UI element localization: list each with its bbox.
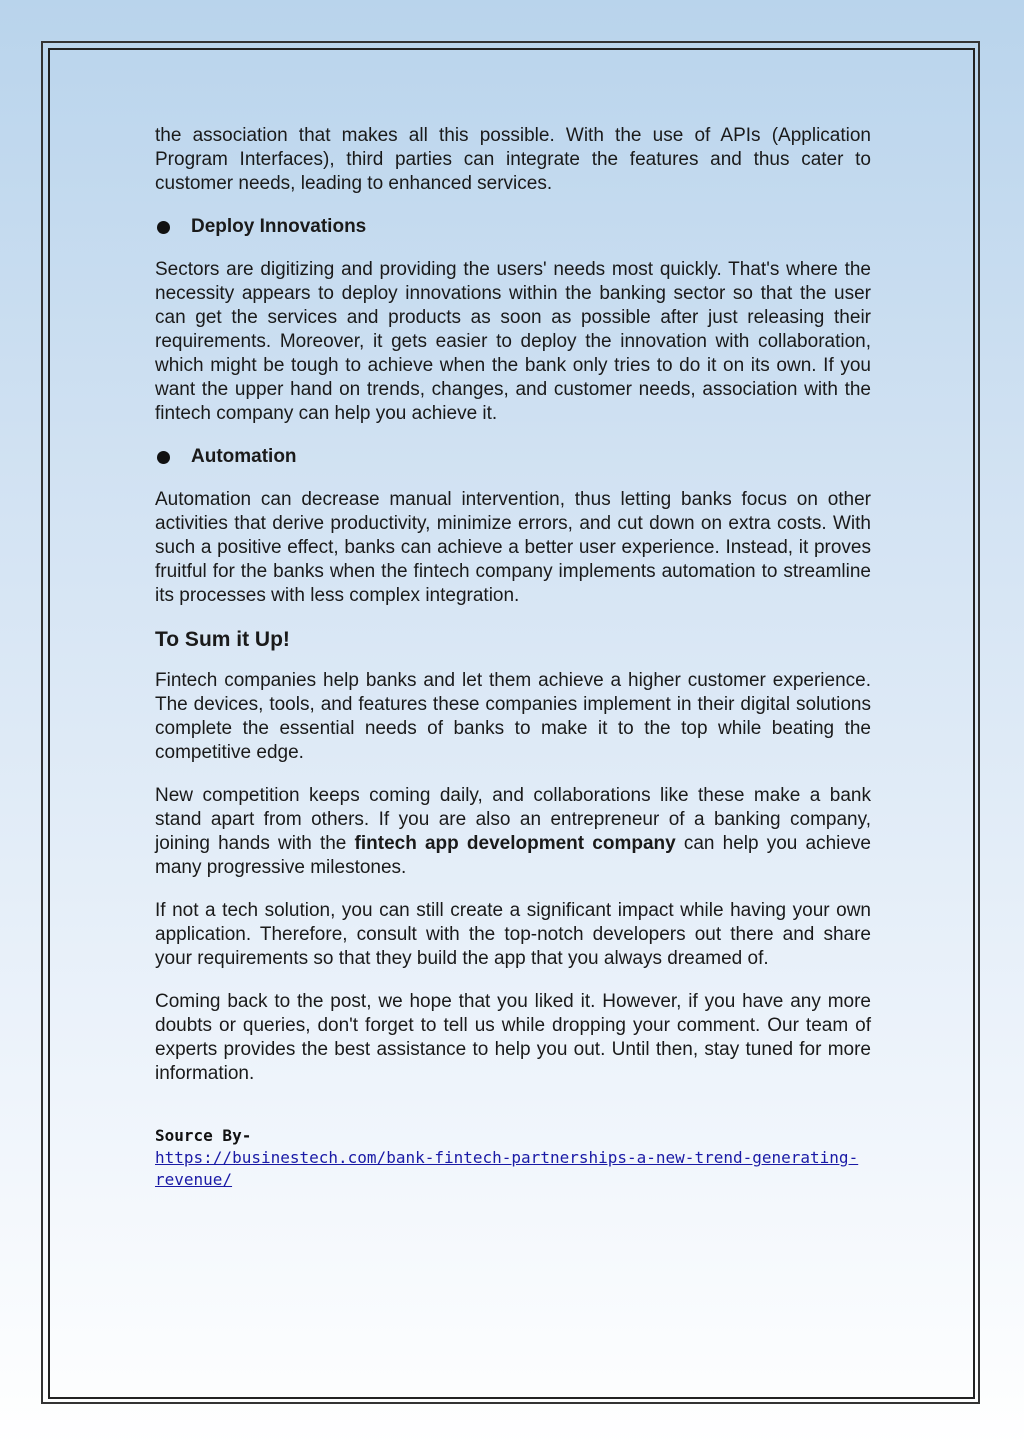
- paragraph-sum-2-text-start: New competition keeps coming daily, and collaborations like these make a bank stand apart from others. If you are also an entrepreneur of a banking company, joining hands with the: [155, 785, 871, 854]
- paragraph-sum-2-text-end: can help you achieve many progressive milestones.: [155, 833, 872, 878]
- bullet-heading-automation: [155, 445, 871, 469]
- section-heading-sum-up: To Sum it Up!: [155, 628, 290, 651]
- document-body: [155, 124, 871, 1191]
- bullet-heading-label: Automation: [191, 446, 297, 467]
- source-link[interactable]: https://businestech.com/bank-fintech-partnerships-a-new-trend-generating-revenue/: [155, 1148, 859, 1189]
- bullet-heading-label: Deploy Innovations: [191, 216, 367, 237]
- source-label: Source By-: [155, 1126, 252, 1145]
- paragraph-intro: the association that makes all this possible. With the use of APIs (Application Program Interfaces), third parties can integrate the features and thus cater to customer needs, leading to enhanced services.: [155, 125, 871, 194]
- bullet-heading-deploy-innovations: [155, 215, 871, 239]
- paragraph-sum-1: Fintech companies help banks and let them achieve a higher customer experience. The devices, tools, and features these companies implement in their digital solutions complete the essential needs of banks to make it to the top while beating the competitive edge.: [155, 670, 871, 763]
- source-block: [155, 1125, 871, 1191]
- paragraph-automation: Automation can decrease manual intervention, thus letting banks focus on other activities that derive productivity, minimize errors, and cut down on extra costs. With such a positive effect, banks can achieve a better user experience. Instead, it proves fruitful for the banks when the fintech company implements automation to streamline its processes with less complex integration.: [155, 489, 871, 606]
- bold-keyword-fintech-app-development-company: fintech app development company: [354, 833, 676, 854]
- bullet-icon: [157, 221, 170, 234]
- paragraph-sum-3: If not a tech solution, you can still create a significant impact while having your own application. Therefore, consult with the top-notch developers out there and share your requirements so that they build the app that you always dreamed of.: [155, 900, 871, 969]
- bullet-icon: [157, 451, 170, 464]
- paragraph-deploy-innovations: Sectors are digitizing and providing the users' needs most quickly. That's where the necessity appears to deploy innovations within the banking sector so that the user can get the services and products as soon as possible after just releasing their requirements. Moreover, it gets easier to deploy the innovation with collaboration, which might be tough to achieve when the bank only tries to do it on its own. If you want the upper hand on trends, changes, and customer needs, association with the fintech company can help you achieve it.: [155, 259, 871, 424]
- paragraph-sum-4: Coming back to the post, we hope that you liked it. However, if you have any more doubts or queries, don't forget to tell us while dropping your comment. Our team of experts provides the best assistance to help you out. Until then, stay tuned for more information.: [155, 991, 871, 1084]
- paragraph-sum-2: [155, 784, 871, 880]
